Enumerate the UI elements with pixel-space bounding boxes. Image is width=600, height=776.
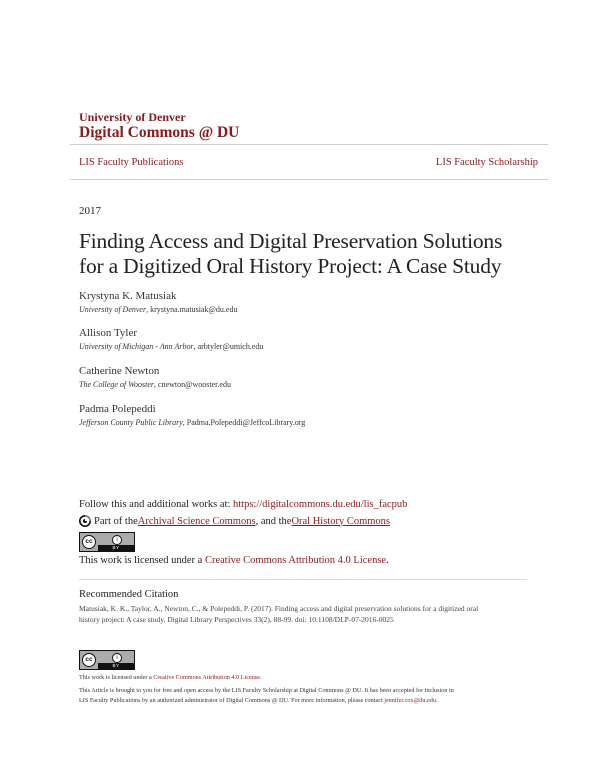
- series-bar: [70, 144, 548, 180]
- footer-line-2-prefix: LIS Faculty Publications by an authorized administrator of Digital Commons @ DU. For more information, please contact: [79, 697, 385, 704]
- oral-history-commons-link[interactable]: Oral History Commons: [291, 515, 391, 527]
- footer-line-2: [79, 696, 529, 706]
- author-email: , cnewton@wooster.edu: [154, 380, 231, 389]
- author-affiliation: [79, 341, 263, 352]
- follow-line: [79, 499, 407, 510]
- author-block: [79, 290, 237, 315]
- author-institution: The College of Wooster: [79, 380, 155, 389]
- author-institution: Jefferson County Public Library: [79, 418, 183, 427]
- section-divider: [79, 579, 527, 580]
- archival-science-commons-link[interactable]: Archival Science Commons: [137, 515, 256, 527]
- cc-logo-icon: cc: [82, 535, 96, 549]
- part-of-middle: , and the: [255, 515, 292, 527]
- author-institution: University of Denver: [79, 305, 147, 314]
- author-email: , Padma.Polepeddi@JeffcoLibrary.org: [182, 418, 306, 427]
- license-suffix: .: [386, 555, 389, 566]
- author-block: [79, 403, 305, 428]
- author-block: [79, 365, 231, 390]
- author-name: Allison Tyler: [79, 327, 137, 339]
- cc-by-badge[interactable]: [79, 532, 135, 552]
- contact-email-link[interactable]: jennifer.cox@du.edu: [384, 697, 436, 704]
- footer-license-link[interactable]: Creative Commons Attribution 4.0 License: [153, 674, 260, 681]
- collection-url-link[interactable]: https://digitalcommons.du.edu/lis_facpub: [233, 499, 408, 510]
- repository-brand[interactable]: [79, 110, 239, 142]
- footer-access-statement: [79, 686, 529, 706]
- citation-line-2: history project: A case study. Digital Library Perspectives 33(2), 88-99. doi: 10.1108/DLP-07-2016-0025: [79, 615, 394, 624]
- author-affiliation: [79, 379, 231, 390]
- series-scholarship-link[interactable]: LIS Faculty Scholarship: [435, 157, 538, 168]
- network-icon: [79, 515, 91, 527]
- author-email: , arbtyler@umich.edu: [193, 342, 264, 351]
- author-name: Padma Polepeddi: [79, 403, 156, 415]
- footer-license-prefix: This work is licensed under a: [79, 674, 154, 681]
- recommended-citation-text: [79, 603, 529, 625]
- author-email: , krystyna.matusiak@du.edu: [146, 305, 238, 314]
- citation-line-1: Matusiak, K. K., Taylor, A., Newton, C., & Polepeddi, P. (2017). Finding access and digital preservation solutions for a digitized oral: [79, 604, 479, 613]
- part-of-line: [79, 515, 390, 527]
- publication-year: 2017: [79, 205, 101, 217]
- title-line-2: for a Digitized Oral History Project: A Case Study: [79, 254, 502, 278]
- author-name: Catherine Newton: [79, 365, 160, 377]
- footer-line-1: This Article is brought to you for free and open access by the LIS Faculty Scholarship at Digital Commons @ DU. It has been accepted for inclusion in: [79, 687, 454, 694]
- cc-logo-icon: cc: [82, 653, 96, 667]
- title-line-1: Finding Access and Digital Preservation Solutions: [79, 229, 503, 253]
- license-line: [79, 555, 389, 566]
- license-link[interactable]: Creative Commons Attribution 4.0 License: [204, 555, 387, 566]
- university-name: University of Denver: [79, 110, 186, 124]
- cc-by-label: BY: [98, 545, 134, 551]
- author-institution: University of Michigan - Ann Arbor: [79, 342, 194, 351]
- recommended-citation-heading: Recommended Citation: [79, 589, 179, 600]
- attribution-icon: i: [112, 653, 122, 663]
- follow-prefix: Follow this and additional works at:: [79, 499, 233, 510]
- cc-by-label: BY: [98, 663, 134, 669]
- cc-by-badge-footer[interactable]: [79, 650, 135, 670]
- author-block: [79, 327, 263, 352]
- footer-line-2-suffix: .: [435, 697, 438, 704]
- author-affiliation: [79, 304, 237, 315]
- author-affiliation: [79, 417, 305, 428]
- author-name: Krystyna K. Matusiak: [79, 290, 177, 302]
- footer-license-line: [79, 674, 262, 681]
- part-of-prefix: Part of the: [94, 515, 138, 527]
- repository-name: Digital Commons @ DU: [79, 124, 240, 141]
- license-prefix: This work is licensed under a: [79, 555, 205, 566]
- footer-license-suffix: .: [259, 674, 262, 681]
- document-title: [79, 229, 519, 279]
- attribution-icon: i: [112, 535, 122, 545]
- series-publications-link[interactable]: LIS Faculty Publications: [79, 157, 184, 168]
